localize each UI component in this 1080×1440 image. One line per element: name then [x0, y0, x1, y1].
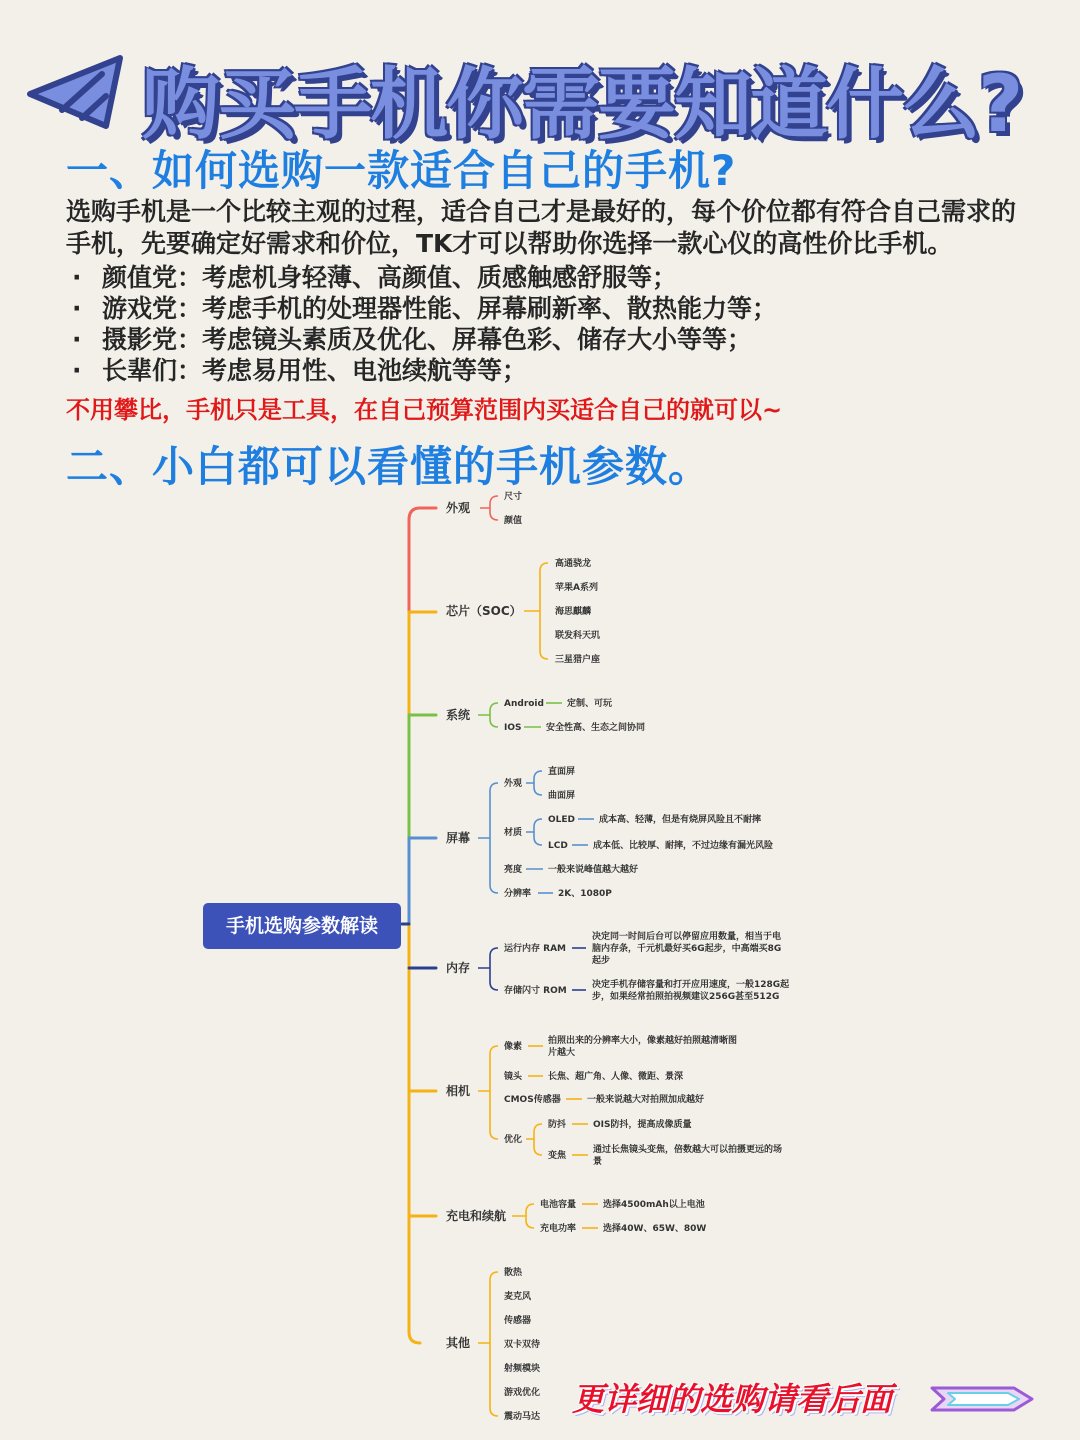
branch-screen: 屏幕 [446, 831, 471, 845]
branch-memory: 内存 [446, 961, 471, 975]
leaf: 传感器 [504, 1316, 532, 1326]
bullet-item: · 游戏党：考虑手机的处理器性能、屏幕刷新率、散热能力等； [72, 294, 778, 323]
bullet-item: · 长辈们：考虑易用性、电池续航等等； [72, 356, 528, 385]
leaf: 选择40W、65W、80W [603, 1224, 707, 1234]
leaf: 曲面屏 [548, 791, 576, 801]
leaf: 镜头 [504, 1072, 523, 1082]
leaf: 选择4500mAh以上电池 [603, 1200, 705, 1210]
leaf: 游戏优化 [504, 1388, 541, 1398]
leaf: 起步 [592, 956, 611, 966]
branch-system: 系统 [446, 708, 471, 722]
leaf: OLED [548, 815, 576, 825]
leaf: 片越大 [548, 1048, 576, 1058]
leaf: 散热 [504, 1268, 523, 1278]
leaf: 存储闪寸 ROM [504, 986, 567, 996]
leaf: 通过长焦镜头变焦，倍数越大可以拍摄更远的场 [593, 1145, 783, 1155]
leaf: 脑内存条，千元机最好买6G起步，中高端买8G [592, 944, 782, 954]
leaf: 高通骁龙 [555, 559, 592, 569]
bullet-item: · 摄影党：考虑镜头素质及优化、屏幕色彩、储存大小等等； [72, 325, 753, 354]
page-title: 购买手机你需要知道什么? [142, 60, 1022, 150]
leaf: 步，如果经常拍照拍视频建议256G甚至512G [592, 992, 780, 1002]
leaf: 拍照出来的分辨率大小，像素越好拍照越清晰图 [548, 1036, 738, 1046]
leaf: 震动马达 [504, 1412, 541, 1422]
footer-hint: 更详细的选购请看后面 [572, 1380, 893, 1418]
leaf: 外观 [504, 779, 523, 789]
leaf: 成本低、比较厚、耐摔，不过边缘有漏光风险 [593, 841, 774, 851]
section-heading-choose: 一、如何选购一款适合自己的手机? [66, 146, 737, 195]
branch-soc: 芯片（SOC） [446, 604, 522, 618]
leaf: 安全性高、生态之间协同 [546, 723, 646, 733]
double-arrow-right-icon[interactable] [928, 1382, 1040, 1416]
leaf: 苹果A系列 [555, 583, 598, 593]
leaf: 射频模块 [504, 1364, 541, 1374]
leaf: 材质 [504, 828, 523, 838]
leaf: 变焦 [548, 1151, 567, 1161]
leaf: 一般来说峰值越大越好 [548, 865, 639, 875]
leaf: OIS防抖，提高成像质量 [593, 1120, 692, 1130]
leaf: 长焦、超广角、人像、微距、景深 [548, 1072, 684, 1082]
intro-paragraph: 选购手机是一个比较主观的过程，适合自己才是最好的，每个价位都有符合自己需求的手机，先要确定好需求和价位，TK才可以帮助你选择一款心仪的高性价比手机。 [66, 197, 1017, 258]
leaf: 景 [593, 1157, 603, 1167]
leaf: 颜值 [504, 516, 523, 526]
leaf: 防抖 [548, 1120, 567, 1130]
tip-text: 不用攀比，手机只是工具，在自己预算范围内买适合自己的就可以~ [66, 396, 783, 424]
leaf: 优化 [504, 1135, 523, 1145]
leaf: 尺寸 [504, 492, 523, 502]
leaf: 三星猎户座 [555, 655, 601, 665]
leaf: 决定手机存储容量和打开应用速度，一般128G起 [592, 980, 790, 990]
leaf: 联发科天玑 [555, 631, 601, 641]
leaf: 分辨率 [504, 889, 532, 899]
leaf: 运行内存 RAM [504, 944, 566, 954]
leaf: 像素 [504, 1042, 523, 1052]
branch-camera: 相机 [446, 1084, 471, 1098]
leaf: CMOS传感器 [504, 1095, 561, 1105]
leaf: 亮度 [504, 865, 523, 875]
leaf: 电池容量 [540, 1200, 577, 1210]
leaf: 海思麒麟 [555, 607, 592, 617]
leaf: 成本高、轻薄，但是有烧屏风险且不耐摔 [599, 815, 762, 825]
bullet-item: · 颜值党：考虑机身轻薄、高颜值、质感触感舒服等； [72, 263, 678, 292]
leaf: LCD [548, 841, 568, 851]
leaf: 麦克风 [504, 1292, 532, 1302]
leaf: IOS [504, 723, 522, 733]
branch-other: 其他 [446, 1336, 471, 1350]
leaf: 决定同一时间后台可以停留应用数量，相当于电 [592, 932, 782, 942]
branch-charging: 充电和续航 [446, 1209, 507, 1223]
leaf: 一般来说越大对拍照加成越好 [587, 1095, 705, 1105]
leaf: 2K、1080P [558, 889, 612, 899]
leaf: Android [504, 699, 544, 709]
leaf: 双卡双待 [504, 1340, 541, 1350]
leaf: 定制、可玩 [567, 699, 613, 709]
leaf: 充电功率 [540, 1224, 577, 1234]
branch-appearance: 外观 [446, 501, 471, 515]
mindmap-root-node: 手机选购参数解读 [203, 903, 401, 949]
leaf: 直面屏 [548, 767, 576, 777]
section-heading-params: 二、小白都可以看懂的手机参数。 [66, 442, 712, 491]
